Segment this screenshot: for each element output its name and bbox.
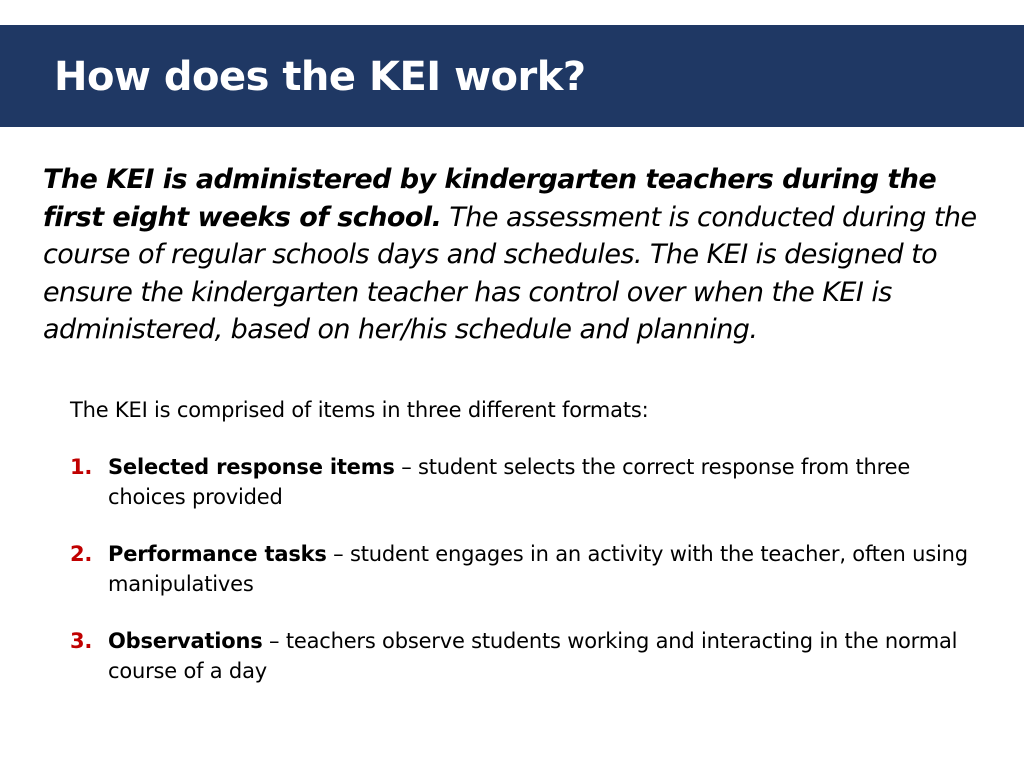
intro-paragraph bbox=[43, 161, 993, 349]
format-term: Performance tasks bbox=[108, 542, 327, 566]
slide-title: How does the KEI work? bbox=[54, 54, 586, 100]
intro-text: The assessment is conducted during the course of regular schools days and schedules. The KEI is designed to ensure the kindergarten teacher has control over when the KEI is administered, based on her/his schedule and planning. bbox=[43, 201, 977, 345]
formats-lead-text: The KEI is comprised of items in three different formats: bbox=[70, 398, 649, 422]
list-number: 2. bbox=[70, 542, 93, 566]
format-description: – teachers observe students working and interacting in the normal course of a day bbox=[108, 629, 958, 683]
intro-bold-text: The KEI is administered by kindergarten teachers during the first eight weeks of school. bbox=[43, 164, 937, 233]
list-item bbox=[70, 626, 970, 686]
list-item bbox=[70, 539, 970, 599]
format-description: – student selects the correct response from three choices provided bbox=[108, 455, 911, 509]
format-description: – student engages in an activity with the teacher, often using manipulatives bbox=[108, 542, 968, 596]
list-item bbox=[70, 452, 970, 512]
format-term: Observations bbox=[108, 629, 263, 653]
list-number: 1. bbox=[70, 455, 93, 479]
formats-list bbox=[70, 452, 970, 713]
list-number: 3. bbox=[70, 629, 93, 653]
format-term: Selected response items bbox=[108, 455, 395, 479]
